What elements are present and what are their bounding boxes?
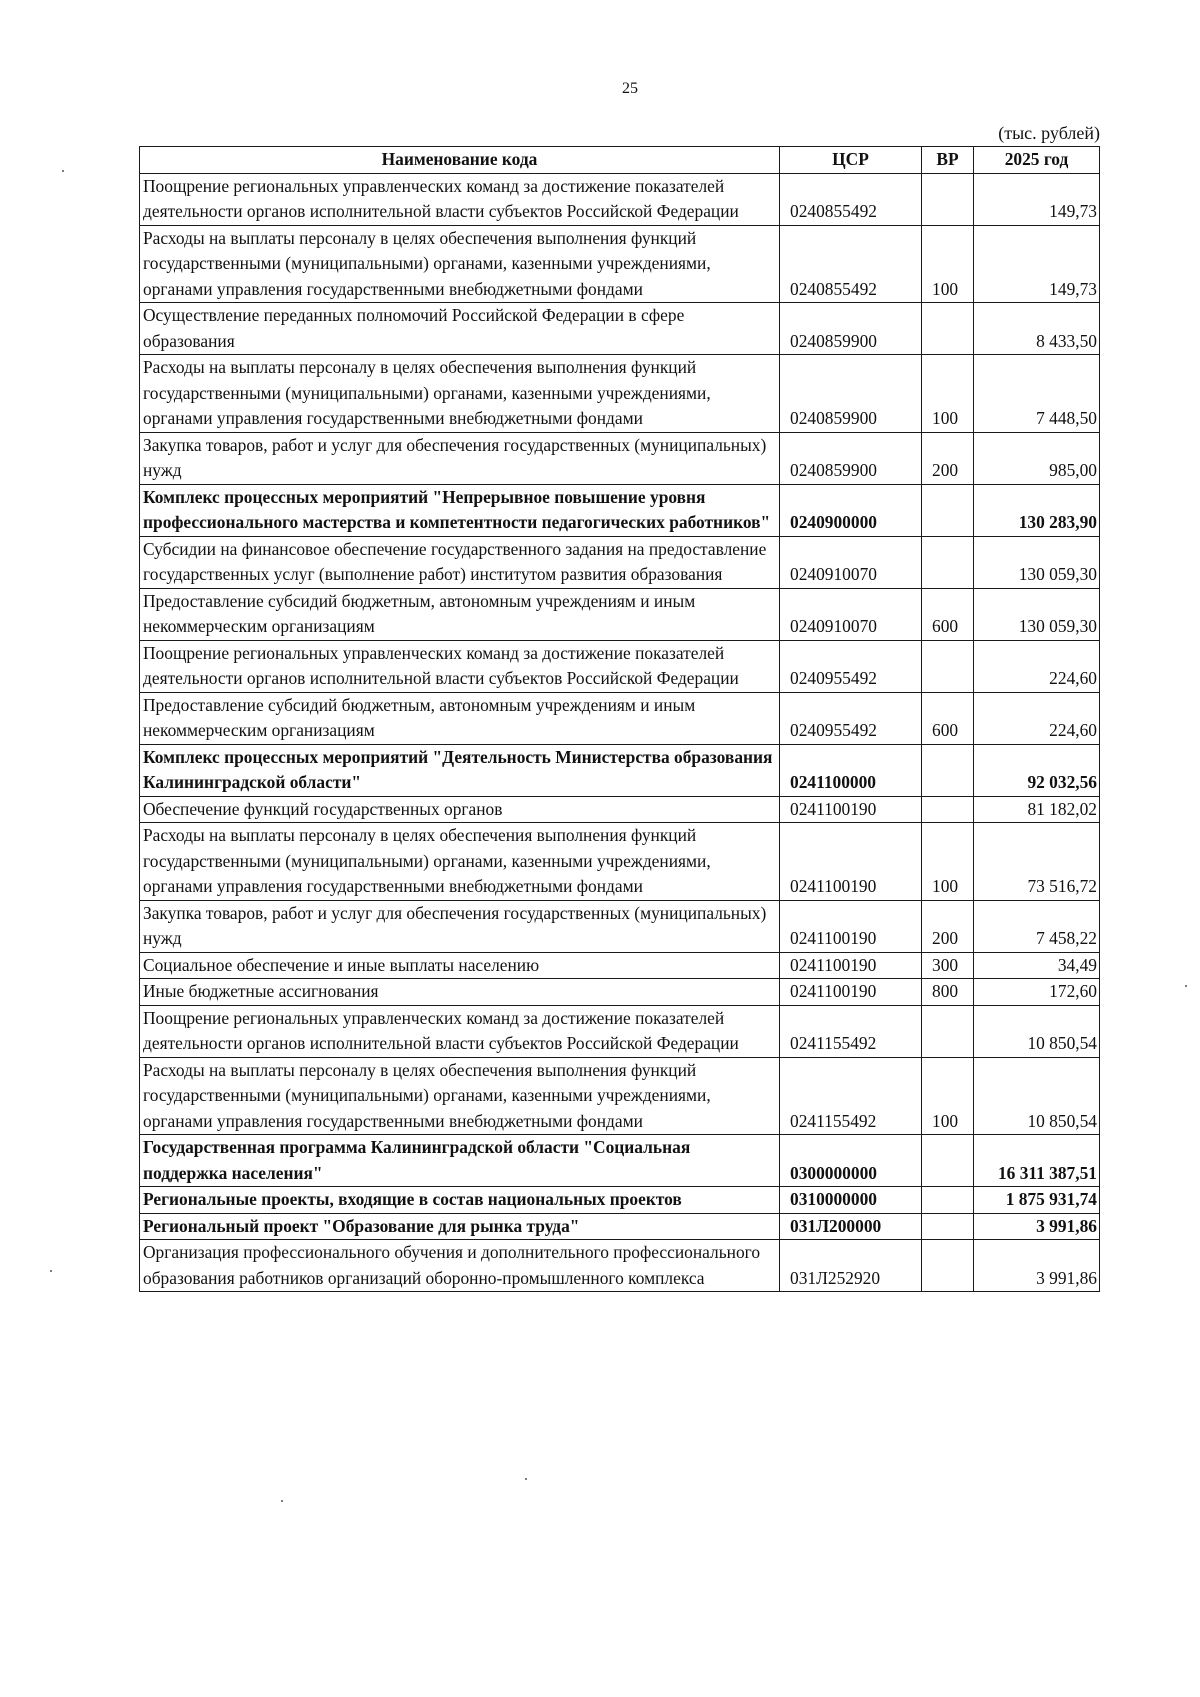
cell-vr: 100 <box>922 355 974 433</box>
cell-csr: 031Л200000 <box>780 1213 922 1240</box>
table-row <box>140 484 1100 536</box>
cell-name: Субсидии на финансовое обеспечение государственного задания на предоставление государственных услуг (выполнение работ) институтом развития образования <box>140 536 780 588</box>
table-row <box>140 536 1100 588</box>
cell-vr: 300 <box>922 952 974 979</box>
cell-vr: 600 <box>922 588 974 640</box>
cell-vr <box>922 744 974 796</box>
cell-csr: 0240910070 <box>780 588 922 640</box>
cell-sum: 1 875 931,74 <box>974 1187 1100 1214</box>
cell-name: Закупка товаров, работ и услуг для обеспечения государственных (муниципальных) нужд <box>140 432 780 484</box>
table-row <box>140 225 1100 303</box>
cell-sum: 172,60 <box>974 979 1100 1006</box>
cell-name: Социальное обеспечение и иные выплаты населению <box>140 952 780 979</box>
scan-speck <box>281 1500 283 1502</box>
table-row <box>140 1057 1100 1135</box>
table-row <box>140 1213 1100 1240</box>
cell-name: Поощрение региональных управленческих команд за достижение показателей деятельности органов исполнительной власти субъектов Российской Федерации <box>140 173 780 225</box>
scan-speck <box>1185 985 1187 987</box>
cell-sum: 34,49 <box>974 952 1100 979</box>
header-year: 2025 год <box>974 147 1100 174</box>
cell-name: Иные бюджетные ассигнования <box>140 979 780 1006</box>
cell-sum: 130 059,30 <box>974 588 1100 640</box>
cell-sum: 73 516,72 <box>974 823 1100 901</box>
table-row <box>140 1005 1100 1057</box>
cell-sum: 16 311 387,51 <box>974 1135 1100 1187</box>
cell-sum: 81 182,02 <box>974 796 1100 823</box>
table-row <box>140 640 1100 692</box>
cell-sum: 149,73 <box>974 225 1100 303</box>
cell-name: Закупка товаров, работ и услуг для обеспечения государственных (муниципальных) нужд <box>140 900 780 952</box>
cell-sum: 3 991,86 <box>974 1240 1100 1292</box>
cell-name: Расходы на выплаты персоналу в целях обеспечения выполнения функций государственными (муниципальными) органами, казенными учреждениями, органами управления государственными внебюджетными фондами <box>140 355 780 433</box>
table-body <box>140 173 1100 1292</box>
cell-name: Осуществление переданных полномочий Российской Федерации в сфере образования <box>140 303 780 355</box>
cell-vr: 200 <box>922 432 974 484</box>
cell-csr: 0241155492 <box>780 1057 922 1135</box>
cell-sum: 3 991,86 <box>974 1213 1100 1240</box>
cell-vr <box>922 796 974 823</box>
cell-csr: 031Л252920 <box>780 1240 922 1292</box>
cell-sum: 7 448,50 <box>974 355 1100 433</box>
budget-table <box>139 146 1100 1292</box>
table-row <box>140 900 1100 952</box>
cell-name: Комплекс процессных мероприятий "Деятельность Министерства образования Калининградской области" <box>140 744 780 796</box>
cell-csr: 0241100190 <box>780 823 922 901</box>
table-row <box>140 952 1100 979</box>
table-row <box>140 796 1100 823</box>
table-row <box>140 432 1100 484</box>
cell-vr <box>922 1135 974 1187</box>
cell-csr: 0241100190 <box>780 979 922 1006</box>
cell-vr <box>922 1240 974 1292</box>
header-csr: ЦСР <box>780 147 922 174</box>
table-row <box>140 173 1100 225</box>
cell-sum: 224,60 <box>974 692 1100 744</box>
cell-vr <box>922 1187 974 1214</box>
cell-csr: 0240859900 <box>780 303 922 355</box>
cell-sum: 985,00 <box>974 432 1100 484</box>
cell-name: Региональный проект "Образование для рынка труда" <box>140 1213 780 1240</box>
cell-name: Расходы на выплаты персоналу в целях обеспечения выполнения функций государственными (муниципальными) органами, казенными учреждениями, органами управления государственными внебюджетными фондами <box>140 823 780 901</box>
cell-vr <box>922 1005 974 1057</box>
cell-name: Организация профессионального обучения и дополнительного профессионального образования работников организаций оборонно-промышленного комплекса <box>140 1240 780 1292</box>
cell-vr <box>922 484 974 536</box>
scan-speck <box>50 1270 52 1272</box>
cell-csr: 0240859900 <box>780 432 922 484</box>
cell-sum: 10 850,54 <box>974 1005 1100 1057</box>
cell-csr: 0241100190 <box>780 900 922 952</box>
cell-name: Предоставление субсидий бюджетным, автономным учреждениям и иным некоммерческим организациям <box>140 692 780 744</box>
cell-vr <box>922 1213 974 1240</box>
cell-sum: 224,60 <box>974 640 1100 692</box>
cell-csr: 0241100000 <box>780 744 922 796</box>
cell-csr: 0241155492 <box>780 1005 922 1057</box>
cell-csr: 0240955492 <box>780 692 922 744</box>
cell-name: Поощрение региональных управленческих команд за достижение показателей деятельности органов исполнительной власти субъектов Российской Федерации <box>140 1005 780 1057</box>
table-row <box>140 744 1100 796</box>
table-row <box>140 823 1100 901</box>
header-vr: ВР <box>922 147 974 174</box>
cell-vr: 100 <box>922 1057 974 1135</box>
table-row <box>140 979 1100 1006</box>
cell-vr: 800 <box>922 979 974 1006</box>
units-label: (тыс. рублей) <box>998 123 1100 143</box>
header-name: Наименование кода <box>140 147 780 174</box>
cell-vr: 600 <box>922 692 974 744</box>
cell-csr: 0240855492 <box>780 173 922 225</box>
cell-csr: 0240900000 <box>780 484 922 536</box>
cell-csr: 0300000000 <box>780 1135 922 1187</box>
table-row <box>140 692 1100 744</box>
table-row <box>140 303 1100 355</box>
cell-name: Обеспечение функций государственных органов <box>140 796 780 823</box>
cell-sum: 130 059,30 <box>974 536 1100 588</box>
table-row <box>140 1187 1100 1214</box>
cell-csr: 0240859900 <box>780 355 922 433</box>
cell-name: Государственная программа Калининградской области "Социальная поддержка населения" <box>140 1135 780 1187</box>
cell-name: Поощрение региональных управленческих команд за достижение показателей деятельности органов исполнительной власти субъектов Российской Федерации <box>140 640 780 692</box>
cell-sum: 149,73 <box>974 173 1100 225</box>
cell-name: Предоставление субсидий бюджетным, автономным учреждениям и иным некоммерческим организациям <box>140 588 780 640</box>
cell-vr: 100 <box>922 225 974 303</box>
scan-speck <box>525 1478 527 1480</box>
cell-vr <box>922 303 974 355</box>
scan-speck <box>62 170 64 172</box>
table-row <box>140 1135 1100 1187</box>
cell-name: Расходы на выплаты персоналу в целях обеспечения выполнения функций государственными (муниципальными) органами, казенными учреждениями, органами управления государственными внебюджетными фондами <box>140 225 780 303</box>
table-header-row <box>140 147 1100 174</box>
cell-sum: 7 458,22 <box>974 900 1100 952</box>
cell-sum: 10 850,54 <box>974 1057 1100 1135</box>
table-row <box>140 355 1100 433</box>
table-row <box>140 1240 1100 1292</box>
cell-vr: 100 <box>922 823 974 901</box>
cell-csr: 0240855492 <box>780 225 922 303</box>
table-row <box>140 588 1100 640</box>
cell-vr: 200 <box>922 900 974 952</box>
cell-csr: 0241100190 <box>780 952 922 979</box>
cell-name: Региональные проекты, входящие в состав национальных проектов <box>140 1187 780 1214</box>
cell-vr <box>922 640 974 692</box>
cell-sum: 130 283,90 <box>974 484 1100 536</box>
cell-csr: 0240955492 <box>780 640 922 692</box>
cell-sum: 8 433,50 <box>974 303 1100 355</box>
cell-vr <box>922 536 974 588</box>
cell-name: Комплекс процессных мероприятий "Непрерывное повышение уровня профессионального мастерства и компетентности педагогических работников" <box>140 484 780 536</box>
cell-csr: 0240910070 <box>780 536 922 588</box>
cell-name: Расходы на выплаты персоналу в целях обеспечения выполнения функций государственными (муниципальными) органами, казенными учреждениями, органами управления государственными внебюджетными фондами <box>140 1057 780 1135</box>
cell-csr: 0241100190 <box>780 796 922 823</box>
page-number: 25 <box>622 80 638 97</box>
cell-vr <box>922 173 974 225</box>
cell-csr: 0310000000 <box>780 1187 922 1214</box>
cell-sum: 92 032,56 <box>974 744 1100 796</box>
